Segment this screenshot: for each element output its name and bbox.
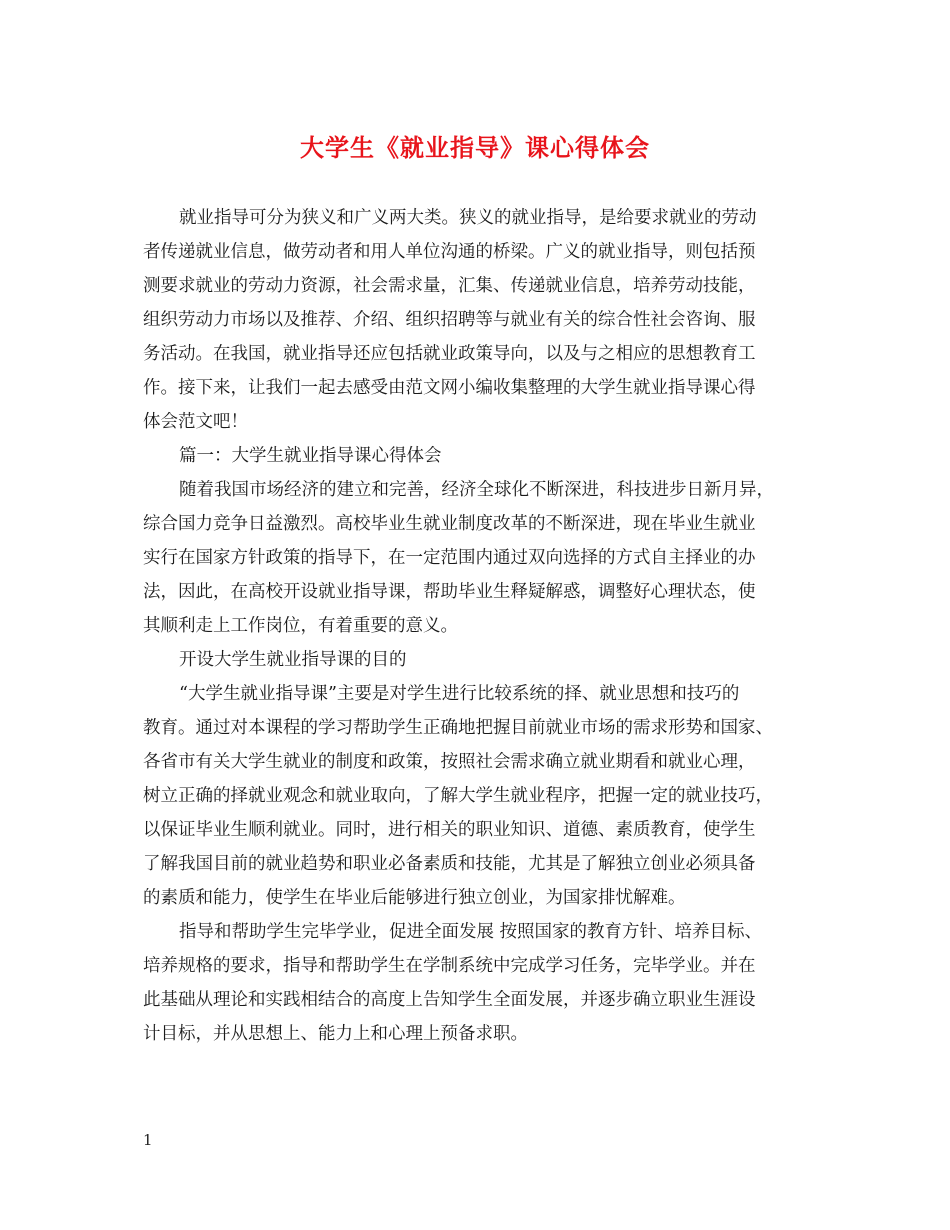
- paragraph-line: 务活动。在我国，就业指导还应包括就业政策导向，以及与之相应的思想教育工: [143, 344, 756, 364]
- paragraph-line: 就业指导可分为狭义和广义两大类。狭义的就业指导，是给要求就业的劳动: [179, 208, 757, 228]
- paragraph-line: 随着我国市场经济的建立和完善，经济全球化不断深进，科技进步日新月异，: [179, 480, 774, 500]
- section-heading: 篇一：大学生就业指导课心得体会: [179, 446, 442, 466]
- paragraph-line: 树立正确的择就业观念和就业取向，了解大学生就业程序，把握一定的就业技巧，: [143, 786, 773, 806]
- paragraph-line: 者传递就业信息，做劳动者和用人单位沟通的桥梁。广义的就业指导，则包括预: [143, 242, 756, 262]
- paragraph-line: 此基础从理论和实践相结合的高度上告知学生全面发展，并逐步确立职业生涯设: [143, 990, 756, 1010]
- document-title: 大学生《就业指导》课心得体会: [300, 133, 650, 162]
- paragraph-line: 的素质和能力，使学生在毕业后能够进行独立创业，为国家排忧解难。: [143, 888, 686, 908]
- paragraph-line: 了解我国目前的就业趋势和职业必备素质和技能，尤其是了解独立创业必须具备: [143, 854, 756, 874]
- paragraph-line: 其顺利走上工作岗位，有着重要的意义。: [143, 616, 458, 636]
- paragraph-line: 体会范文吧！: [143, 412, 248, 432]
- paragraph-line: “大学生就业指导课”主要是对学生进行比较系统的择、就业思想和技巧的: [179, 684, 740, 704]
- paragraph-line: 培养规格的要求，指导和帮助学生在学制系统中完成学习任务，完毕学业。并在: [143, 956, 756, 976]
- paragraph-line: 综合国力竞争日益激烈。高校毕业生就业制度改革的不断深进，现在毕业生就业: [143, 514, 756, 534]
- paragraph-line: 测要求就业的劳动力资源，社会需求量，汇集、传递就业信息，培养劳动技能，: [143, 276, 756, 296]
- paragraph-line: 教育。通过对本课程的学习帮助学生正确地把握目前就业市场的需求形势和国家、: [143, 718, 773, 738]
- paragraph-line: 各省市有关大学生就业的制度和政策，按照社会需求确立就业期看和就业心理，: [143, 752, 756, 772]
- paragraph-line: 组织劳动力市场以及推荐、介绍、组织招聘等与就业有关的综合性社会咨询、服: [143, 310, 756, 330]
- paragraph-line: 计目标，并从思想上、能力上和心理上预备求职。: [143, 1024, 528, 1044]
- paragraph-line: 实行在国家方针政策的指导下，在一定范围内通过双向选择的方式自主择业的办: [143, 548, 756, 568]
- paragraph-line: 法，因此，在高校开设就业指导课，帮助毕业生释疑解惑，调整好心理状态，使: [143, 582, 756, 602]
- paragraph-line: 以保证毕业生顺利就业。同时，进行相关的职业知识、道德、素质教育，使学生: [143, 820, 756, 840]
- paragraph-line: 作。接下来，让我们一起去感受由范文网小编收集整理的大学生就业指导课心得: [143, 378, 756, 398]
- section-heading: 开设大学生就业指导课的目的: [179, 650, 407, 670]
- page-number: 1: [143, 1131, 153, 1149]
- paragraph-line: 指导和帮助学生完毕学业，促进全面发展 按照国家的教育方针、培养目标、: [179, 922, 763, 942]
